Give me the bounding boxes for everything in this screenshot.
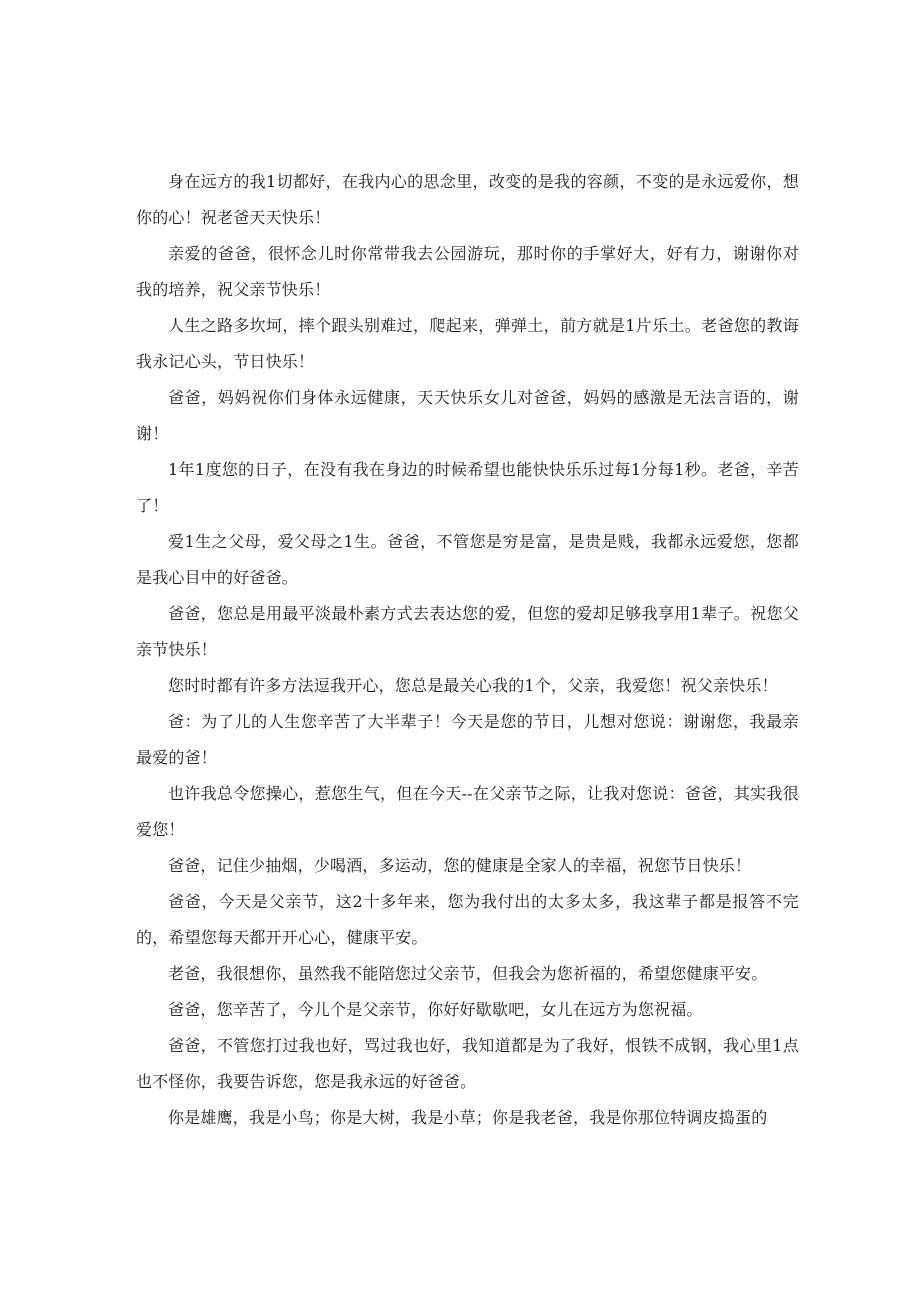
paragraph: 爸爸，今天是父亲节，这2十多年来，您为我付出的太多太多，我这辈子都是报答不完的，希望您每天都开开心心，健康平安。 <box>136 892 799 947</box>
paragraph: 亲爱的爸爸，很怀念儿时你常带我去公园游玩，那时你的手掌好大，好有力，谢谢你对我的培养，祝父亲节快乐！ <box>136 244 799 299</box>
paragraph: 您时时都有许多方法逗我开心，您总是最关心我的1个，父亲，我爱您！祝父亲快乐！ <box>168 676 778 695</box>
paragraph: 1年1度您的日子，在没有我在身边的时候希望也能快快乐乐过每1分每1秒。老爸，辛苦了！ <box>136 460 799 515</box>
paragraph: 爸：为了儿的人生您辛苦了大半辈子！今天是您的节日，儿想对您说：谢谢您，我最亲最爱的爸！ <box>136 712 799 767</box>
paragraph: 爸爸，妈妈祝你们身体永远健康，天天快乐女儿对爸爸，妈妈的感激是无法言语的，谢谢！ <box>136 388 799 443</box>
paragraph: 爱1生之父母，爱父母之1生。爸爸，不管您是穷是富，是贵是贱，我都永远爱您，您都是我心目中的好爸爸。 <box>136 532 799 587</box>
paragraph: 爸爸，您辛苦了，今儿个是父亲节，你好好歇歇吧，女儿在远方为您祝福。 <box>168 1000 703 1019</box>
paragraph: 爸爸，您总是用最平淡最朴素方式去表达您的爱，但您的爱却足够我享用1辈子。祝您父亲节快乐！ <box>136 604 799 659</box>
paragraph: 爸爸，不管您打过我也好，骂过我也好，我知道都是为了我好，恨铁不成钢，我心里1点也不怪你，我要告诉您，您是我永远的好爸爸。 <box>136 1036 799 1091</box>
paragraph: 身在远方的我1切都好，在我内心的思念里，改变的是我的容颜，不变的是永远爱你，想你的心！祝老爸天天快乐！ <box>136 172 799 227</box>
paragraph: 人生之路多坎坷，摔个跟头别难过，爬起来，弹弹土，前方就是1片乐土。老爸您的教诲我永记心头，节日快乐！ <box>136 316 799 371</box>
paragraph: 你是雄鹰，我是小鸟；你是大树，我是小草；你是我老爸，我是你那位特调皮捣蛋的 <box>168 1108 768 1127</box>
paragraph: 也许我总令您操心，惹您生气，但在今天--在父亲节之际，让我对您说：爸爸，其实我很爱您！ <box>136 784 799 839</box>
paragraph: 老爸，我很想你，虽然我不能陪您过父亲节，但我会为您祈福的，希望您健康平安。 <box>168 964 768 983</box>
paragraph: 爸爸，记住少抽烟，少喝酒，多运动，您的健康是全家人的幸福，祝您节日快乐！ <box>168 856 752 875</box>
document-body <box>136 164 799 1136</box>
